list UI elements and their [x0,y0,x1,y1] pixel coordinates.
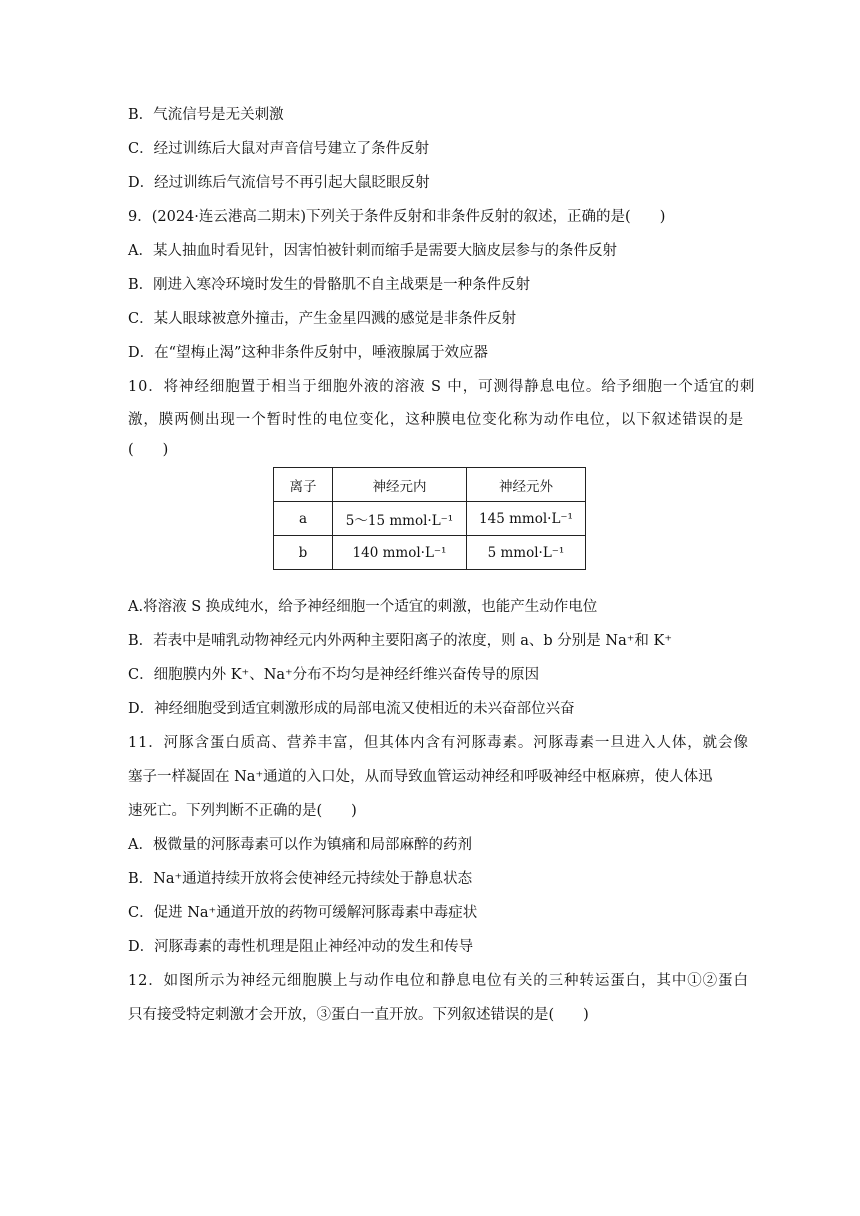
option-b-q10: B．若表中是哺乳动物神经元内外两种主要阳离子的浓度，则 a、b 分别是 Na⁺和 K⁺ [128,633,672,649]
option-a-q9: A．某人抽血时看见针，因害怕被针刺而缩手是需要大脑皮层参与的条件反射 [128,243,617,259]
table-cell: 5～15 mmol·L⁻¹ [333,502,467,536]
question-12-stem-line1: 12．如图所示为神经元细胞膜上与动作电位和静息电位有关的三种转运蛋白，其中①②蛋白 [128,973,749,989]
option-b-q9: B．刚进入寒冷环境时发生的骨骼肌不自主战栗是一种条件反射 [128,277,531,293]
option-c-q9: C．某人眼球被意外撞击，产生金星四溅的感觉是非条件反射 [128,311,517,327]
table-cell: 145 mmol·L⁻¹ [467,502,586,536]
question-11-stem-line3: 速死亡。下列判断不正确的是( ) [128,803,357,819]
option-b-q8: B．气流信号是无关刺激 [128,107,284,123]
question-10-stem-line1: 10．将神经细胞置于相当于细胞外液的溶液 S 中，可测得静息电位。给予细胞一个适宜的刺 [128,379,756,395]
option-d-q8: D．经过训练后气流信号不再引起大鼠眨眼反射 [128,175,430,191]
table-header-row [274,468,586,502]
table-header: 离子 [274,468,333,502]
table-cell: b [274,536,333,570]
option-a-q10: A.将溶液 S 换成纯水，给予神经细胞一个适宜的刺激，也能产生动作电位 [128,599,598,615]
option-c-q8: C．经过训练后大鼠对声音信号建立了条件反射 [128,141,430,157]
question-11-stem-line2: 塞子一样凝固在 Na⁺通道的入口处，从而导致血管运动神经和呼吸神经中枢麻痹，使人体迅 [128,769,713,785]
table-cell: 5 mmol·L⁻¹ [467,536,586,570]
table-header: 神经元外 [467,468,586,502]
question-10-stem-line3: ( ) [128,442,169,458]
question-9-stem: 9．(2024·连云港高二期末)下列关于条件反射和非条件反射的叙述，正确的是( ) [128,209,666,225]
question-12-stem-line2: 只有接受特定刺激才会开放，③蛋白一直开放。下列叙述错误的是( ) [128,1007,589,1023]
option-d-q10: D．神经细胞受到适宜刺激形成的局部电流又使相近的未兴奋部位兴奋 [128,701,575,717]
table-header: 神经元内 [333,468,467,502]
table-row [274,536,586,570]
question-11-stem-line1: 11．河豚含蛋白质高、营养丰富，但其体内含有河豚毒素。河豚毒素一旦进入人体，就会像 [128,735,749,751]
option-c-q10: C．细胞膜内外 K⁺、Na⁺分布不均匀是神经纤维兴奋传导的原因 [128,667,540,683]
option-c-q11: C．促进 Na⁺通道开放的药物可缓解河豚毒素中毒症状 [128,905,478,921]
table-row [274,502,586,536]
table-cell: 140 mmol·L⁻¹ [333,536,467,570]
ion-concentration-table [273,467,586,570]
option-d-q9: D．在“望梅止渴”这种非条件反射中，唾液腺属于效应器 [128,345,488,361]
option-d-q11: D．河豚毒素的毒性机理是阻止神经冲动的发生和传导 [128,939,474,955]
question-10-stem-line2: 激，膜两侧出现一个暂时性的电位变化，这种膜电位变化称为动作电位，以下叙述错误的是 [128,412,744,428]
option-b-q11: B．Na⁺通道持续开放将会使神经元持续处于静息状态 [128,871,473,887]
table-cell: a [274,502,333,536]
option-a-q11: A．极微量的河豚毒素可以作为镇痛和局部麻醉的药剂 [128,837,472,853]
